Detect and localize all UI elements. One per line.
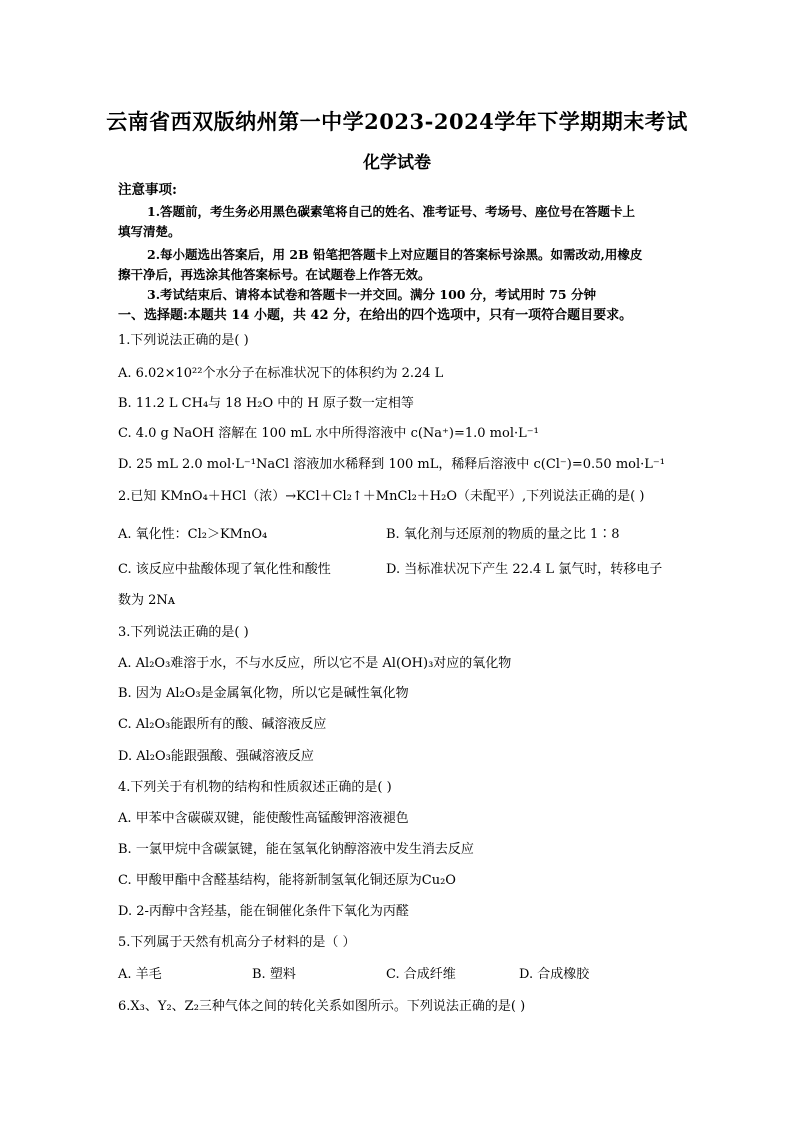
q5-option-b: B. 塑料 [252,967,296,982]
q5-option-a: A. 羊毛 [118,967,162,982]
notice-item-2b: 擦干净后，再选涂其他答案标号。在试题卷上作答无效。 [118,267,431,282]
q3-option-c: C. Al₂O₃能跟所有的酸、碱溶液反应 [118,717,327,732]
q2-option-a: A. 氧化性：Cl₂＞KMnO₄ [118,527,268,542]
q3-option-b: B. 因为 Al₂O₃是金属氧化物，所以它是碱性氧化物 [118,686,409,701]
notice-item-2a: 2.每小题选出答案后，用 2B 铅笔把答题卡上对应题目的答案标号涂黑。如需改动,用橡皮 [147,247,643,262]
q2-option-d-cont: 数为 2Nᴀ [118,593,176,608]
q1-stem: 1.下列说法正确的是( ) [118,333,249,348]
q3-option-d: D. Al₂O₃能跟强酸、强碱溶液反应 [118,749,314,764]
notice-heading: 注意事项: [118,182,177,198]
q1-option-a: A. 6.02×10²²个水分子在标准状况下的体积约为 2.24 L [118,366,444,381]
exam-title: 云南省西双版纳州第一中学2023-2024学年下学期期末考试 [106,109,688,134]
q2-option-b: B. 氧化剂与还原剂的物质的量之比 1∶8 [386,527,620,542]
q1-option-d: D. 25 mL 2.0 mol·L⁻¹NaCl 溶液加水稀释到 100 mL，稀释后溶液中 c(Cl⁻)=0.50 mol·L⁻¹ [118,457,665,472]
q2-stem: 2.已知 KMnO₄＋HCl（浓）→KCl＋Cl₂↑＋MnCl₂＋H₂O（未配平）,下列说法正确的是( ) [118,489,645,504]
q4-option-b: B. 一氯甲烷中含碳氯键，能在氢氧化钠醇溶液中发生消去反应 [118,842,474,857]
q3-option-a: A. Al₂O₃难溶于水，不与水反应，所以它不是 Al(OH)₃对应的氧化物 [118,656,512,671]
q2-option-d: D. 当标准状况下产生 22.4 L 氯气时，转移电子 [386,562,663,577]
exam-subtitle: 化学试卷 [363,153,431,173]
q4-stem: 4.下列关于有机物的结构和性质叙述正确的是( ) [118,780,392,795]
q5-option-d: D. 合成橡胶 [519,967,590,982]
notice-item-1b: 填写清楚。 [118,224,181,239]
q6-stem: 6.X₃、Y₂、Z₂三种气体之间的转化关系如图所示。下列说法正确的是( ) [118,999,526,1014]
notice-item-1a: 1.答题前，考生务必用黑色碳素笔将自己的姓名、准考证号、考场号、座位号在答题卡上 [147,204,636,219]
q1-option-b: B. 11.2 L CH₄与 18 H₂O 中的 H 原子数一定相等 [118,396,414,411]
q4-option-a: A. 甲苯中含碳碳双键，能使酸性高锰酸钾溶液褪色 [118,811,409,826]
q3-stem: 3.下列说法正确的是( ) [118,625,249,640]
q4-option-c: C. 甲酸甲酯中含醛基结构，能将新制氢氧化铜还原为Cu₂O [118,873,456,888]
section-1-heading: 一、选择题:本题共 14 小题，共 42 分，在给出的四个选项中，只有一项符合题目要求。 [118,308,633,323]
q4-option-d: D. 2-丙醇中含羟基，能在铜催化条件下氧化为丙醛 [118,904,409,919]
q2-option-c: C. 该反应中盐酸体现了氧化性和酸性 [118,562,331,577]
q5-stem: 5.下列属于天然有机高分子材料的是（ ） [118,935,356,950]
q5-option-c: C. 合成纤维 [386,967,456,982]
notice-item-3: 3.考试结束后、请将本试卷和答题卡一并交回。满分 100 分，考试用时 75 分钟 [147,287,596,302]
q1-option-c: C. 4.0 g NaOH 溶解在 100 mL 水中所得溶液中 c(Na⁺)=1.0 mol·L⁻¹ [118,426,539,441]
